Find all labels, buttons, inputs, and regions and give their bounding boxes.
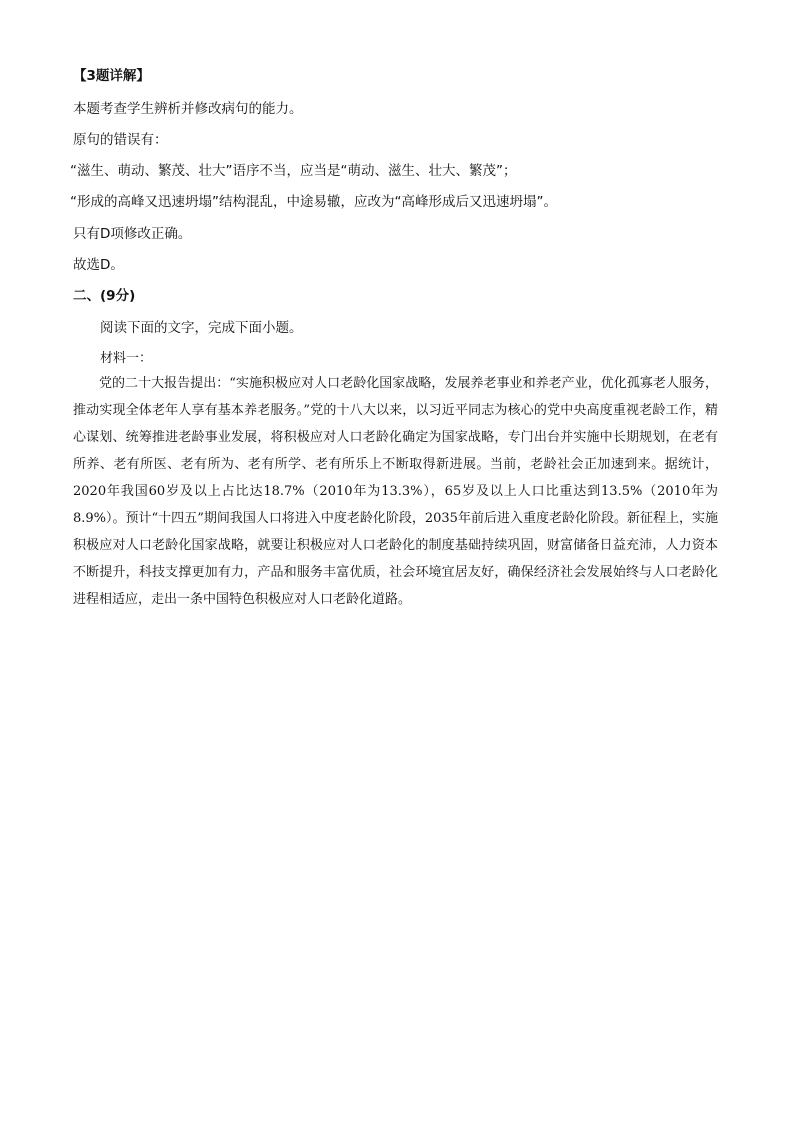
reading-instruction: 阅读下面的文字，完成下面小题。 xyxy=(100,320,303,336)
section-two-heading: 二、(9分) xyxy=(73,288,136,304)
explanation-line-answer: 故选D。 xyxy=(73,257,124,273)
explanation-line-ability: 本题考查学生辨析并修改病句的能力。 xyxy=(73,101,303,117)
explanation-line-correct-option: 只有D项修改正确。 xyxy=(73,226,192,242)
explanation-line-structure: “形成的高峰又迅速坍塌”结构混乱，中途易辙，应改为“高峰形成后又迅速坍塌”。 xyxy=(70,194,557,210)
material-one-paragraph: 党的二十大报告提出：“实施积极应对人口老龄化国家战略，发展养老事业和养老产业，优化孤寡老人服务，推动实现全体老年人享有基本养老服务。”党的十八大以来，以习近平同志为核心的党中央高度重视老龄工作，精心谋划、统筹推进老龄事业发展，将积极应对人口老龄化确定为国家战略，专门出台并实施中长期规划，在老有所养、老有所医、老有所为、老有所学、老有所乐上不断取得新进展。当前，老龄社会正加速到来。据统计，2020年我国60岁及以上占比达18.7%（2010年为13.3%），65岁及以上人口比重达到13.5%（2010年为8.9%）。预计“十四五”期间我国人口将进入中度老龄化阶段，2035年前后进入重度老龄化阶段。新征程上，实施积极应对人口老龄化国家战略，就要让积极应对人口老龄化的制度基础持续巩固，财富储备日益充沛，人力资本不断提升，科技支撑更加有力，产品和服务丰富优质，社会环境宜居友好，确保经济社会发展始终与人口老龄化进程相适应，走出一条中国特色积极应对人口老龄化道路。 xyxy=(73,376,718,607)
answer-explanation-heading: 【3题详解】 xyxy=(73,68,150,84)
material-one-body xyxy=(73,370,718,613)
explanation-line-word-order: “滋生、萌动、繁茂、壮大”语序不当，应当是“萌动、滋生、壮大、繁茂”； xyxy=(70,163,517,179)
explanation-line-errors-intro: 原句的错误有： xyxy=(73,132,168,148)
material-one-label: 材料一： xyxy=(100,351,153,366)
